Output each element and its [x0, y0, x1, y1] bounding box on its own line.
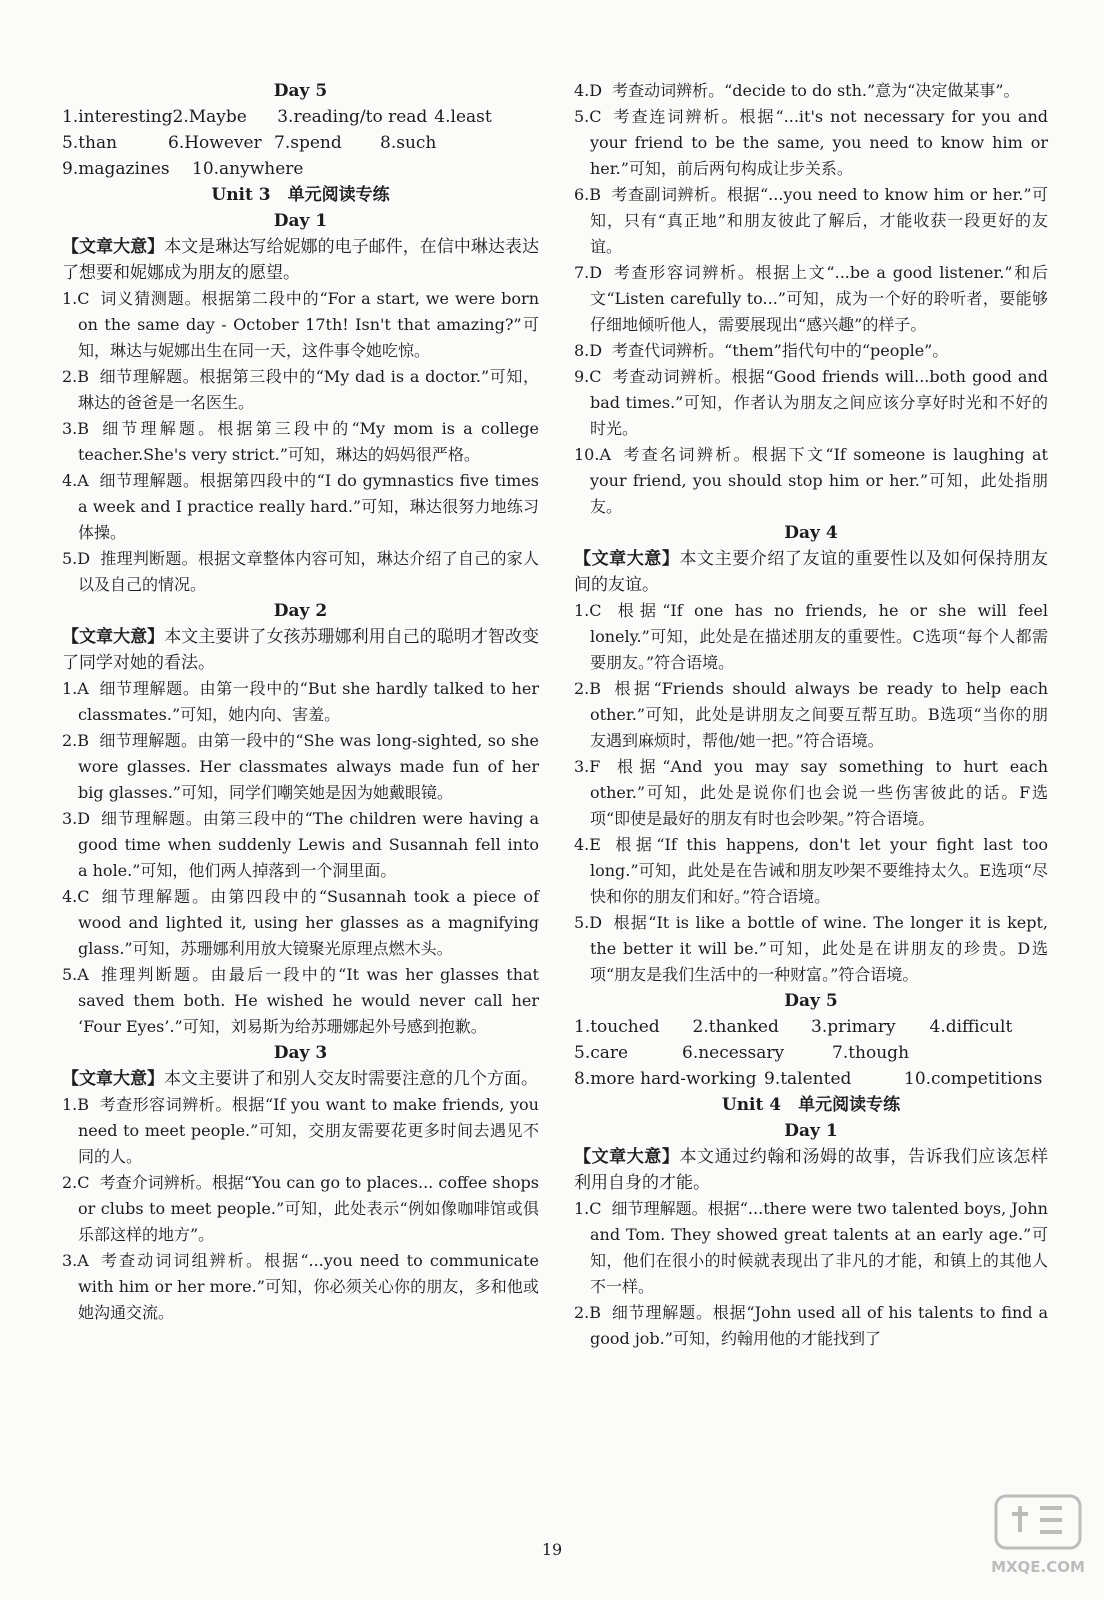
- answer: 6.necessary: [682, 1043, 785, 1063]
- answer-item: 1.C 词义猜测题。根据第二段中的“For a start, we were born on the same day - October 17th! Isn't that amazing?”可知，琳达与妮娜出生在同一天，这件事令她吃惊。: [62, 289, 539, 360]
- day1-heading: Day 1: [273, 211, 328, 231]
- answer-item: 3.A 考查动词词组辨析。根据“...you need to communicate with him or her more.”可知，你必须关心你的朋友，多和他或她沟通交流。: [62, 1251, 539, 1322]
- unit3-heading: Unit 3 单元阅读专练: [211, 185, 390, 205]
- answer-item: 1.B 考查形容词辨析。根据“If you want to make friends, you need to meet people.”可知，交朋友需要花更多时间去遇见不同的人。: [62, 1095, 539, 1166]
- answer-item: 1.C 根据“If one has no friends, he or she will feel lonely.”可知，此处是在描述朋友的重要性。C选项“每个人都需要朋友。”符合语境。: [574, 601, 1048, 672]
- left-column: [62, 78, 539, 1326]
- answer-item: 1.A 细节理解题。由第一段中的“But she hardly talked to her classmates.”可知，她内向、害羞。: [62, 679, 539, 724]
- summary: 【文章大意】本文是琳达写给妮娜的电子邮件，在信中琳达表达了想要和妮娜成为朋友的愿望。: [62, 237, 540, 283]
- answer-item: 2.C 考查介词辨析。根据“You can go to places... coffee shops or clubs to meet people.”可知，此处表示“例如像咖啡馆或俱乐部这样的地方”。: [62, 1173, 539, 1244]
- answer-item: 1.C 细节理解题。根据“...there were two talented boys, John and Tom. They showed great talents at an early age.”可知，他们在很小的时候就表现出了非凡的才能，和镇上的其他人不一样。: [574, 1199, 1048, 1296]
- answer-row: [574, 1014, 1048, 1040]
- answer-item: 6.B 考查副词辨析。根据“...you need to know him or her.”可知，只有“真正地”和朋友彼此了解后，才能收获一段更好的友谊。: [574, 185, 1048, 256]
- answer-item: 5.C 考查连词辨析。根据“...it's not necessary for you and your friend to be the same, you need to know him or her.”可知，前后两句构成让步关系。: [574, 107, 1048, 178]
- watermark-logo-icon: [990, 1492, 1086, 1584]
- answer: 2.thanked: [692, 1017, 779, 1037]
- day3-heading: Day 3: [273, 1043, 328, 1063]
- answer-row: [574, 1066, 1048, 1092]
- summary: 【文章大意】本文通过约翰和汤姆的故事，告诉我们应该怎样利用自身的才能。: [574, 1147, 1049, 1193]
- answer-item: 8.D 考查代词辨析。“them”指代句中的“people”。: [574, 341, 949, 360]
- answer: 4.least: [434, 107, 492, 127]
- answer-item: 2.B 细节理解题。根据“John used all of his talents to find a good job.”可知，约翰用他的才能找到了: [574, 1303, 1048, 1348]
- page-number: 19: [541, 1540, 563, 1559]
- answer: 8.such: [380, 133, 437, 153]
- day5-heading: Day 5: [784, 991, 838, 1011]
- answer: 3.primary: [811, 1017, 896, 1037]
- answer: 8.more hard-working: [574, 1069, 757, 1089]
- answer-item: 2.B 根据“Friends should always be ready to help each other.”可知，此处是讲朋友之间要互帮互助。B选项“当你的朋友遇到麻烦时，帮他/她一把。”符合语境。: [574, 679, 1048, 750]
- answer-item: 5.D 根据“It is like a bottle of wine. The longer it is kept, the better it will be.”可知，此处是在讲朋友的珍贵。D选项“朋友是我们生活中的一种财富。”符合语境。: [574, 913, 1048, 984]
- summary: 【文章大意】本文主要讲了女孩苏珊娜利用自己的聪明才智改变了同学对她的看法。: [62, 627, 540, 673]
- answer: 5.than: [62, 133, 118, 153]
- answer-row: [62, 130, 539, 156]
- day4-heading: Day 4: [784, 523, 838, 543]
- answer: 10.competitions: [904, 1069, 1043, 1089]
- answer-row: [574, 1040, 1048, 1066]
- answer-item: 4.D 考查动词辨析。“decide to do sth.”意为“决定做某事”。: [574, 81, 1020, 100]
- summary: 【文章大意】本文主要讲了和别人交友时需要注意的几个方面。: [62, 1069, 538, 1089]
- answer: 5.care: [574, 1043, 629, 1063]
- answer: 10.anywhere: [192, 159, 304, 179]
- answer-item: 7.D 考查形容词辨析。根据上文“...be a good listener.”和后文“Listen carefully to...”可知，成为一个好的聆听者，要能够仔细地倾听他人，需要展现出“感兴趣”的样子。: [574, 263, 1048, 334]
- unit4-day1-heading: Day 1: [784, 1121, 838, 1141]
- summary: 【文章大意】本文主要介绍了友谊的重要性以及如何保持朋友间的友谊。: [574, 549, 1049, 595]
- answer-item: 4.E 根据“If this happens, don't let your fight last too long.”可知，此处是在告诫和朋友吵架不要维持太久。E选项“尽快和你的朋友们和好。”符合语境。: [574, 835, 1048, 906]
- answer: 9.magazines: [62, 159, 170, 179]
- answer-item: 9.C 考查动词辨析。根据“Good friends will...both good and bad times.”可知，作者认为朋友之间应该分享好时光和不好的时光。: [574, 367, 1048, 438]
- answer-item: 4.A 细节理解题。根据第四段中的“I do gymnastics five times a week and I practice really hard.”可知，琳达很努力地练习体操。: [62, 471, 539, 542]
- answer-item: 3.D 细节理解题。由第三段中的“The children were having a good time when suddenly Lewis and Susannah fell into a hole.”可知，他们两人掉落到一个洞里面。: [62, 809, 539, 880]
- answer: 1.touched: [574, 1017, 660, 1037]
- answer: 7.spend: [274, 133, 342, 153]
- answer: 2.Maybe: [172, 107, 247, 127]
- unit4-heading: Unit 4 单元阅读专练: [721, 1095, 901, 1115]
- answer-item: 10.A 考查名词辨析。根据下文“If someone is laughing at your friend, you should stop him or her.”可知，此处指朋友。: [574, 445, 1048, 516]
- answer: 4.difficult: [929, 1017, 1013, 1037]
- answer: 7.though: [832, 1043, 910, 1063]
- answer-item: 2.B 细节理解题。根据第三段中的“My dad is a doctor.”可知，琳达的爸爸是一名医生。: [62, 367, 539, 412]
- answer: 3.reading/to read: [277, 107, 428, 127]
- answer-item: 3.B 细节理解题。根据第三段中的“My mom is a college teacher.She's very strict.”可知，琳达的妈妈很严格。: [62, 419, 539, 464]
- answer-item: 5.A 推理判断题。由最后一段中的“It was her glasses that saved them both. He wished he would never call her ‘Four Eyes’.”可知，刘易斯为给苏珊娜起外号感到抱歉。: [62, 965, 539, 1036]
- day5-heading: Day 5: [273, 81, 328, 101]
- answer-item: 5.D 推理判断题。根据文章整体内容可知，琳达介绍了自己的家人以及自己的情况。: [62, 549, 539, 594]
- answer: 9.talented: [764, 1069, 852, 1089]
- watermark-text: MXQE.COM: [991, 1558, 1085, 1576]
- right-column: [574, 78, 1048, 1352]
- answer-item: 2.B 细节理解题。由第一段中的“She was long-sighted, so she wore glasses. Her classmates always made fun of her big glasses.”可知，同学们嘲笑她是因为她戴眼镜。: [62, 731, 539, 802]
- answer-item: 3.F 根据“And you may say something to hurt each other.”可知，此处是说你们也会说一些伤害彼此的话。F选项“即使是最好的朋友有时也会吵架。”符合语境。: [574, 757, 1048, 828]
- answer-item: 4.C 细节理解题。由第四段中的“Susannah took a piece of wood and lighted it, using her glasses as a magnifying glass.”可知，苏珊娜利用放大镜聚光原理点燃木头。: [62, 887, 539, 958]
- day2-heading: Day 2: [273, 601, 328, 621]
- answer: 1.interesting: [62, 107, 173, 127]
- answer: 6.However: [168, 133, 262, 153]
- answer-row: [62, 156, 539, 182]
- answer-row: [62, 104, 539, 130]
